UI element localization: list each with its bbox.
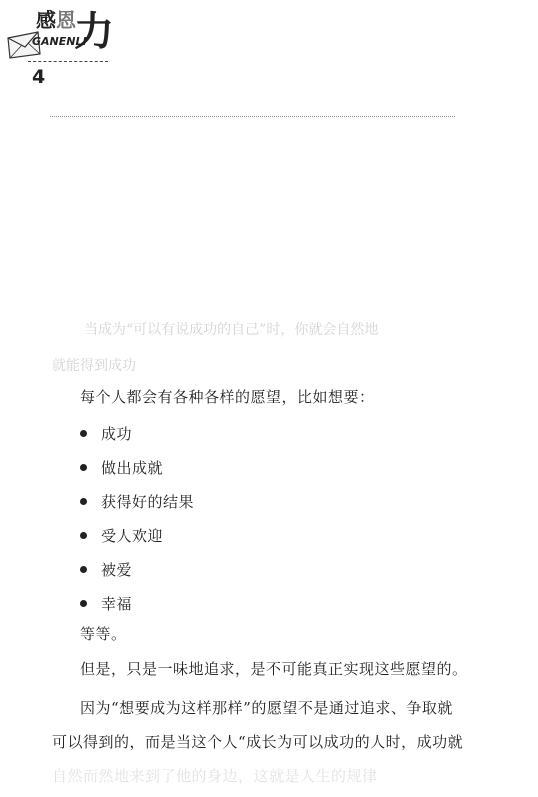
page-header <box>0 0 538 100</box>
bullet-dot <box>80 430 87 437</box>
bullet-text: 做出成就 <box>101 459 164 477</box>
faded-quote <box>52 312 492 384</box>
bullet-text: 获得好的结果 <box>101 493 195 511</box>
bullet-item <box>80 559 132 580</box>
bullet-dot <box>80 464 87 471</box>
bullet-dot <box>80 498 87 505</box>
dotted-divider <box>50 116 455 117</box>
bullet-text: 被爱 <box>101 561 133 579</box>
logo-char-li: 力 <box>74 9 114 55</box>
bullet-item <box>80 593 132 614</box>
quote-line-2: 就能得到成功 <box>52 358 136 374</box>
bullet-item <box>80 525 163 546</box>
bullet-text: 受人欢迎 <box>101 527 164 545</box>
bullet-text: 成功 <box>101 425 133 443</box>
bullet-text: 幸福 <box>101 595 133 613</box>
page-number: 4 <box>32 66 46 88</box>
header-divider <box>28 61 108 62</box>
faded-bottom-line: 自然而然地来到了他的身边，这就是人生的规律 <box>52 767 378 785</box>
quote-line-1: 当成为“可以有说成功的自己”时，你就会自然地 <box>84 322 379 338</box>
etc-paragraph: 等等。 <box>80 625 127 643</box>
logo-char-gan: 感 <box>36 8 56 32</box>
bullet-dot <box>80 566 87 573</box>
bullet-item <box>80 491 194 512</box>
bullet-dot <box>80 600 87 607</box>
bullet-item <box>80 423 132 444</box>
because-paragraph-line-1: 因为“想要成为这样那样”的愿望不是通过追求、争取就 <box>80 699 453 717</box>
logo-char-en: 恩 <box>56 8 76 32</box>
but-paragraph: 但是，只是一味地追求，是不可能真正实现这些愿望的。 <box>80 660 468 678</box>
intro-paragraph: 每个人都会有各种各样的愿望，比如想要： <box>80 388 375 406</box>
because-paragraph-line-2: 可以得到的，而是当这个人“成长为可以成功的人时，成功就 <box>52 733 464 751</box>
bullet-dot <box>80 532 87 539</box>
logo-subtitle: GANENLI <box>32 35 87 48</box>
bullet-item <box>80 457 163 478</box>
